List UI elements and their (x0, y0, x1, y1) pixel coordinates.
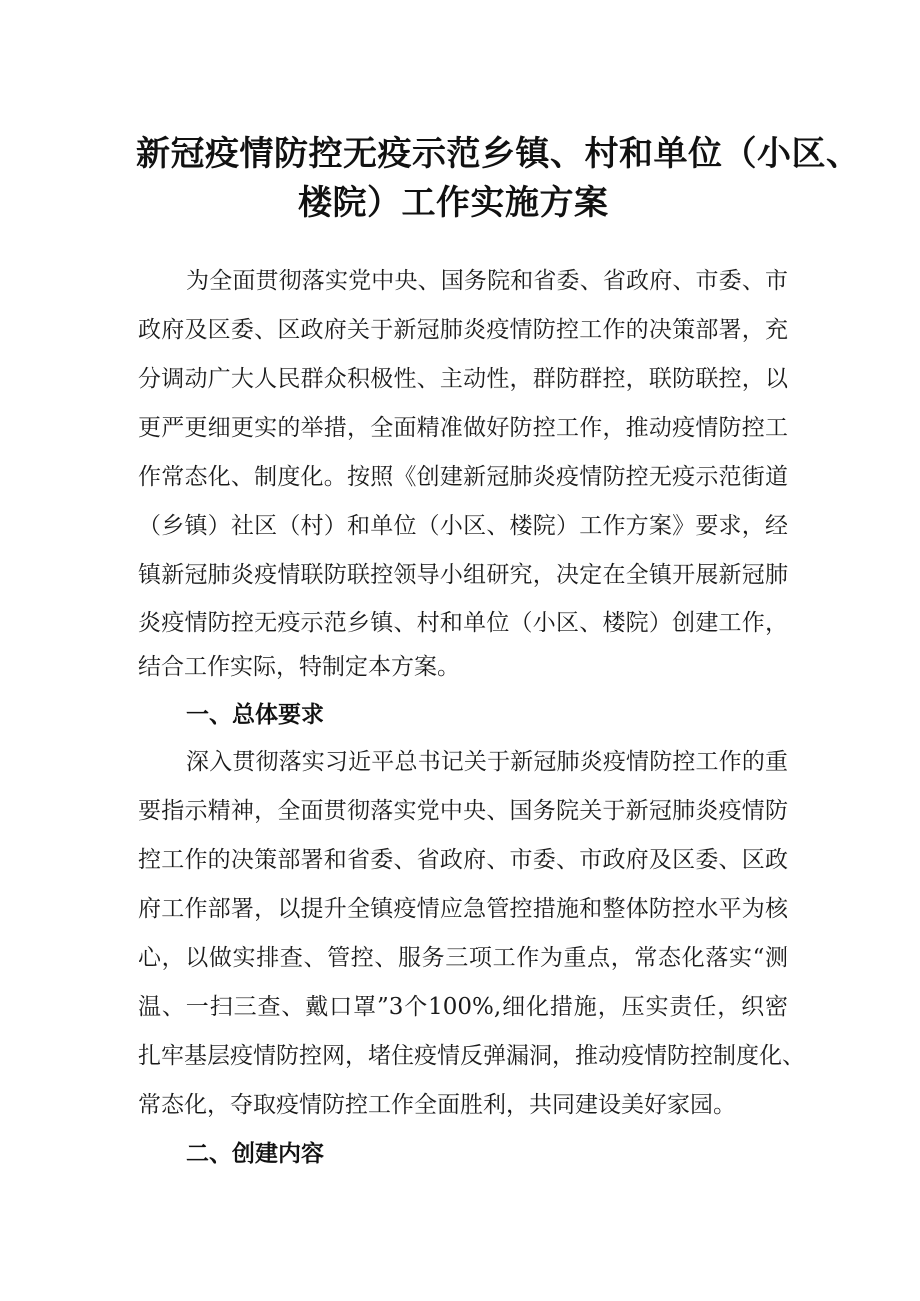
section-heading-creation-content: 二、创建内容 (186, 1141, 324, 1167)
intro-line: 更严更细更实的举措，全面精准做好防控工作，推动疫情防控工 (138, 415, 788, 441)
intro-line: 为全面贯彻落实党中央、国务院和省委、省政府、市委、市 (186, 268, 788, 294)
intro-line: （乡镇）社区（村）和单位（小区、楼院）工作方案》要求，经 (138, 513, 788, 539)
section1-line: 要指示精神，全面贯彻落实党中央、国务院关于新冠肺炎疫情防 (138, 798, 788, 824)
section1-line: 扎牢基层疫情防控网，堵住疫情反弹漏洞，推动疫情防控制度化、 (138, 1043, 805, 1069)
section-heading-overall-requirements: 一、总体要求 (186, 702, 324, 728)
section1-line: 心，以做实排查、管控、服务三项工作为重点，常态化落实“测 (138, 945, 788, 971)
intro-line: 镇新冠肺炎疫情联防联控领导小组研究，决定在全镇开展新冠肺 (138, 562, 788, 588)
section1-line: 常态化，夺取疫情防控工作全面胜利，共同建设美好家园。 (138, 1092, 736, 1118)
section1-line: 控工作的决策部署和省委、省政府、市委、市政府及区委、区政 (138, 847, 788, 873)
section1-line: 温、一扫三查、戴口罩”3个100%,细化措施，压实责任，织密 (138, 994, 788, 1020)
intro-line: 炎疫情防控无疫示范乡镇、村和单位（小区、楼院）创建工作， (138, 610, 788, 636)
intro-line: 作常态化、制度化。按照《创建新冠肺炎疫情防控无疫示范街道 (138, 464, 788, 490)
intro-line: 政府及区委、区政府关于新冠肺炎疫情防控工作的决策部署，充 (138, 317, 788, 343)
section1-line: 深入贯彻落实习近平总书记关于新冠肺炎疫情防控工作的重 (186, 749, 788, 775)
document-title-line-2: 楼院）工作实施方案 (298, 183, 609, 223)
document-title-line-1: 新冠疫情防控无疫示范乡镇、村和单位（小区、 (136, 134, 861, 174)
section1-line: 府工作部署，以提升全镇疫情应急管控措施和整体防控水平为核 (138, 896, 788, 922)
intro-line: 分调动广大人民群众积极性、主动性，群防群控，联防联控，以 (138, 366, 788, 392)
intro-line: 结合工作实际，特制定本方案。 (138, 654, 460, 680)
